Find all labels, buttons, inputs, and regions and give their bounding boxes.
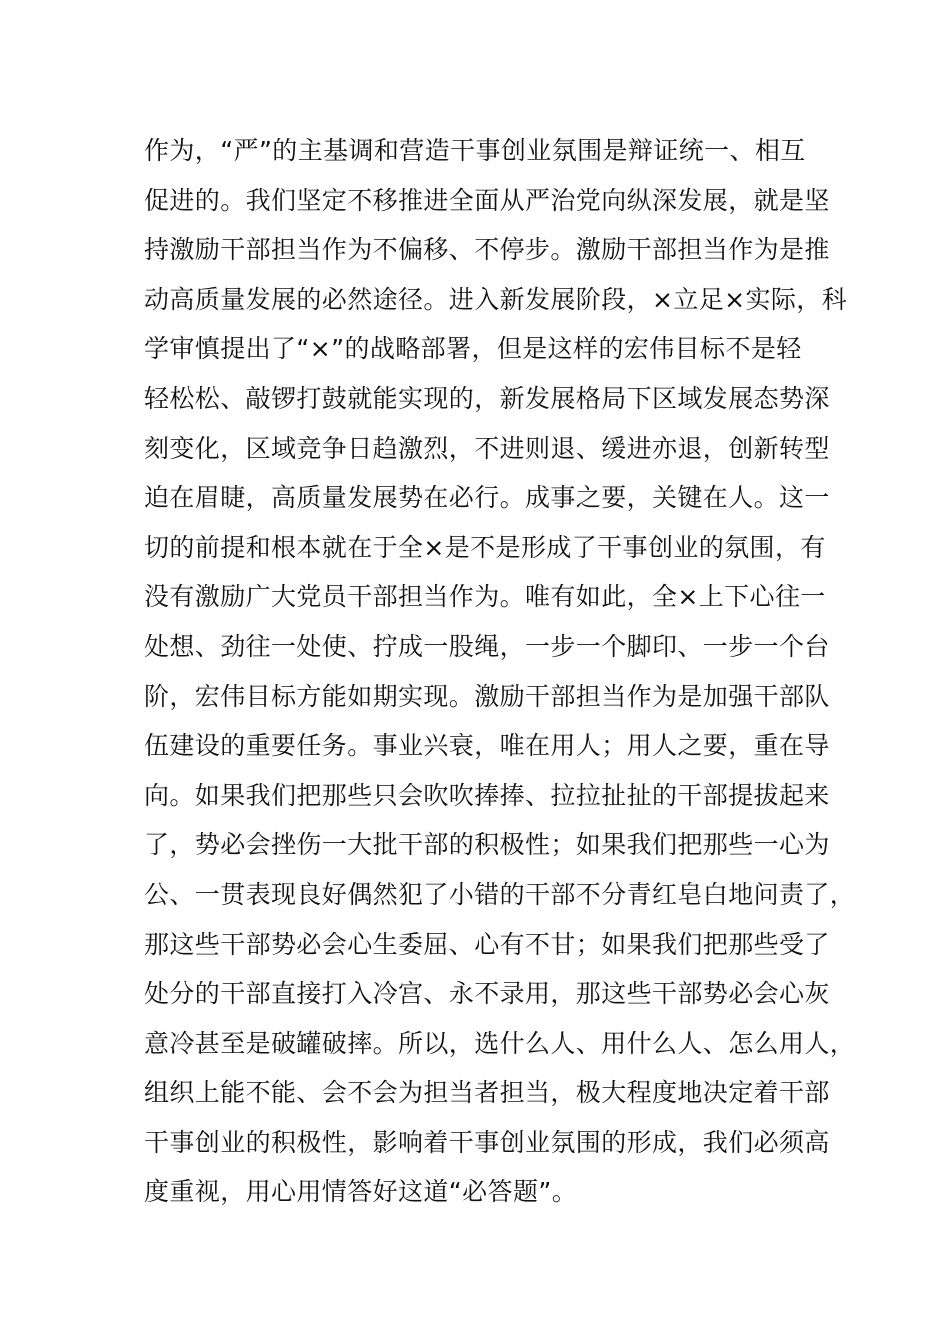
text-line: 切的前提和根本就在于全×是不是形成了干事创业的氛围，有 [144, 532, 826, 562]
text-line: 刻变化，区域竞争日趋激烈，不进则退、缓进亦退，创新转型 [144, 433, 830, 463]
text-line: 度重视，用心用情答好这道“必答题”。 [144, 1177, 578, 1207]
body-paragraph [144, 126, 856, 1217]
text-line: 持激励干部担当作为不偏移、不停步。激励干部担当作为是推 [144, 235, 830, 265]
text-line: 组织上能不能、会不会为担当者担当，极大程度地决定着干部 [144, 1078, 830, 1108]
text-line: 意冷甚至是破罐破摔。所以，选什么人、用什么人、怎么用人， [144, 1028, 856, 1058]
text-line: 公、一贯表现良好偶然犯了小错的干部不分青红皂白地问责了， [144, 879, 856, 909]
text-line: 那这些干部势必会心生委屈、心有不甘；如果我们把那些受了 [144, 929, 830, 959]
text-line: 没有激励广大党员干部担当作为。唯有如此，全×上下心往一 [144, 582, 826, 612]
text-line: 迫在眉睫，高质量发展势在必行。成事之要，关键在人。这一 [144, 483, 830, 513]
text-line: 向。如果我们把那些只会吹吹捧捧、拉拉扯扯的干部提拔起来 [144, 780, 830, 810]
text-line: 阶，宏伟目标方能如期实现。激励干部担当作为是加强干部队 [144, 681, 830, 711]
text-line: 学审慎提出了“×”的战略部署，但是这样的宏伟目标不是轻 [144, 334, 802, 364]
text-line: 干事创业的积极性，影响着干事创业氛围的形成，我们必须高 [144, 1127, 830, 1157]
text-line: 伍建设的重要任务。事业兴衰，唯在用人；用人之要，重在导 [144, 731, 830, 761]
text-line: 作为，“严”的主基调和营造干事创业氛围是辩证统一、相互 [144, 136, 806, 165]
text-line: 处分的干部直接打入冷宫、永不录用，那这些干部势必会心灰 [144, 979, 830, 1009]
text-line: 轻松松、敲锣打鼓就能实现的，新发展格局下区域发展态势深 [144, 383, 830, 413]
text-line: 动高质量发展的必然途径。进入新发展阶段，×立足×实际，科 [144, 284, 848, 314]
text-line: 了，势必会挫伤一大批干部的积极性；如果我们把那些一心为 [144, 830, 830, 860]
text-line: 促进的。我们坚定不移推进全面从严治党向纵深发展，就是坚 [144, 185, 830, 215]
text-line: 处想、劲往一处使、拧成一股绳，一步一个脚印、一步一个台 [144, 631, 830, 661]
